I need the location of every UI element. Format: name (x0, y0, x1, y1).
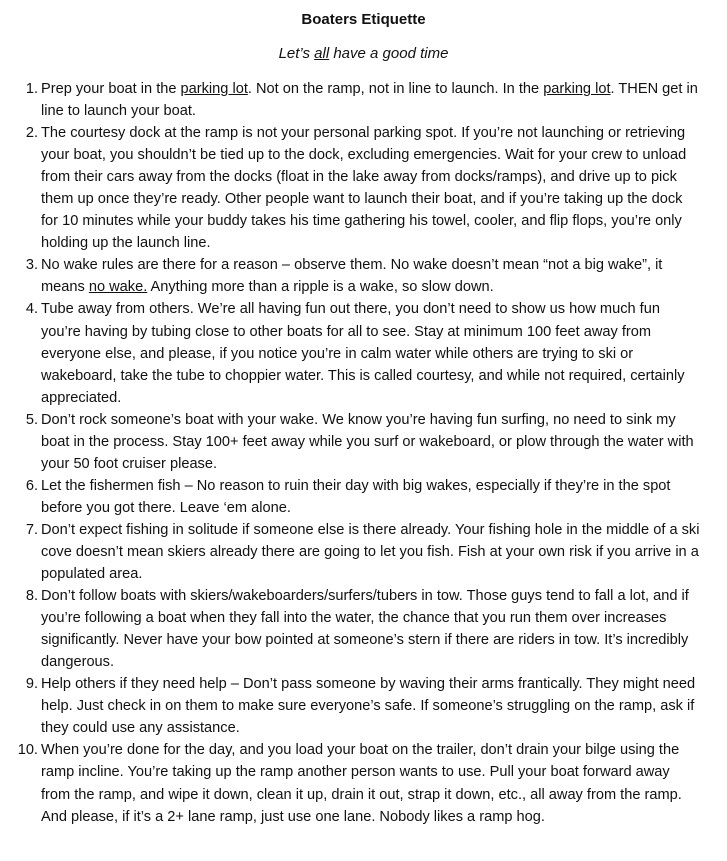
list-item (10, 739, 700, 827)
text-run: . THEN get in line to launch your boat. (41, 81, 698, 120)
subtitle-emphasis: all (314, 45, 330, 62)
list-item-text: When you’re done for the day, and you load your boat on the trailer, don’t drain your bilge using the ramp incline. You’re taking up the ramp another person wants to use. Pull your boat forward away from the ramp, and wipe it down, clean it up, drain it out, strap it down, etc., all away from the ramp. And please, if it’s a 2+ lane ramp, just use one lane. Nobody likes a ramp hog. (41, 742, 682, 825)
text-run: Prep your boat in the (41, 81, 181, 97)
list-item (10, 409, 700, 475)
list-item-text: Tube away from others. We’re all having fun out there, you don’t need to show us how much fun you’re having by tubing close to other boats for all to see. Stay at minimum 100 feet away from everyone else, and please, if you notice you’re in calm water while others are trying to ski or wakeboard, take the tube to choppier water. This is called courtesy, and while not required, certainly appreciated. (41, 301, 685, 406)
text-run: . Not on the ramp, not in line to launch. In the (247, 81, 544, 97)
list-item (10, 298, 700, 408)
list-item-number: 2. (25, 125, 38, 142)
list-item-number: 6. (25, 477, 38, 494)
subtitle-text-end: have a good time (329, 45, 449, 62)
list-item-number: 3. (25, 257, 38, 274)
list-item-text: The courtesy dock at the ramp is not your personal parking spot. If you’re not launching or retrieving your boat, you shouldn’t be tied up to the dock, excluding emergencies. Wait for your crew to unload from their cars away from the docks (float in the lake away from docks/ramps), and drive up to pick them up once they’re ready. Other people want to launch their boat, and if you’re taking up the dock for 10 minutes while your buddy takes his time gathering his towel, cooler, and flip flops, you’re only holding up the launch line. (41, 125, 687, 252)
subtitle-text-start: Let’s (278, 45, 315, 62)
list-item (10, 519, 700, 585)
list-item-text (41, 257, 662, 295)
text-run: Anything more than a ripple is a wake, so slow down. (147, 279, 494, 296)
etiquette-list (10, 78, 700, 828)
list-item-text: Let the fishermen fish – No reason to ruin their day with big wakes, especially if they’re in the spot before you got there. Leave ‘em alone. (41, 477, 671, 516)
list-item (10, 475, 700, 519)
list-item-text: Help others if they need help – Don’t pass someone by waving their arms frantically. They might need help. Just check in on them to make sure everyone’s safe. If someone’s struggling on the ramp, ask if they could use any assistance. (41, 676, 696, 737)
list-item (10, 673, 700, 739)
list-item-text (41, 81, 698, 119)
underlined-text: parking lot (180, 81, 248, 97)
list-item-text: Don’t rock someone’s boat with your wake. We know you’re having fun surfing, no need to sink my boat in the process. Stay 100+ feet away while you surf or wakeboard, or plow through the water with your 50 foot cruiser please. (41, 411, 694, 472)
underlined-text: parking lot (543, 81, 611, 97)
underlined-text: no wake. (88, 279, 148, 296)
document-subtitle (0, 44, 727, 64)
list-item-text: Don’t expect fishing in solitude if someone else is there already. Your fishing hole in the middle of a ski cove doesn’t mean skiers already there are going to let you fish. Fish at your own risk if you arrive in a populated area. (41, 521, 700, 583)
list-item (10, 585, 700, 673)
list-item-number: 5. (25, 411, 38, 428)
list-item (10, 122, 700, 254)
list-item-number: 9. (25, 676, 38, 693)
list-item (10, 254, 700, 298)
document-title: Boaters Etiquette (301, 11, 426, 28)
list-item-text: Don’t follow boats with skiers/wakeboarders/surfers/tubers in tow. Those guys tend to fall a lot, and if you’re following a boat when they fall into the water, the chance that you run them over increases significantly. Never have your bow pointed at someone’s stern if there are riders in tow. It’s incredibly dangerous. (41, 588, 689, 671)
list-item-number: 7. (25, 521, 38, 538)
list-item-number: 1. (25, 81, 38, 97)
list-item-number: 10. (17, 742, 38, 759)
list-item-number: 4. (25, 301, 38, 318)
list-item-number: 8. (25, 588, 38, 605)
list-item (10, 78, 700, 122)
text-run: No wake rules are there for a reason – observe them. No wake doesn’t mean “not a big wake”, it means (41, 257, 663, 296)
